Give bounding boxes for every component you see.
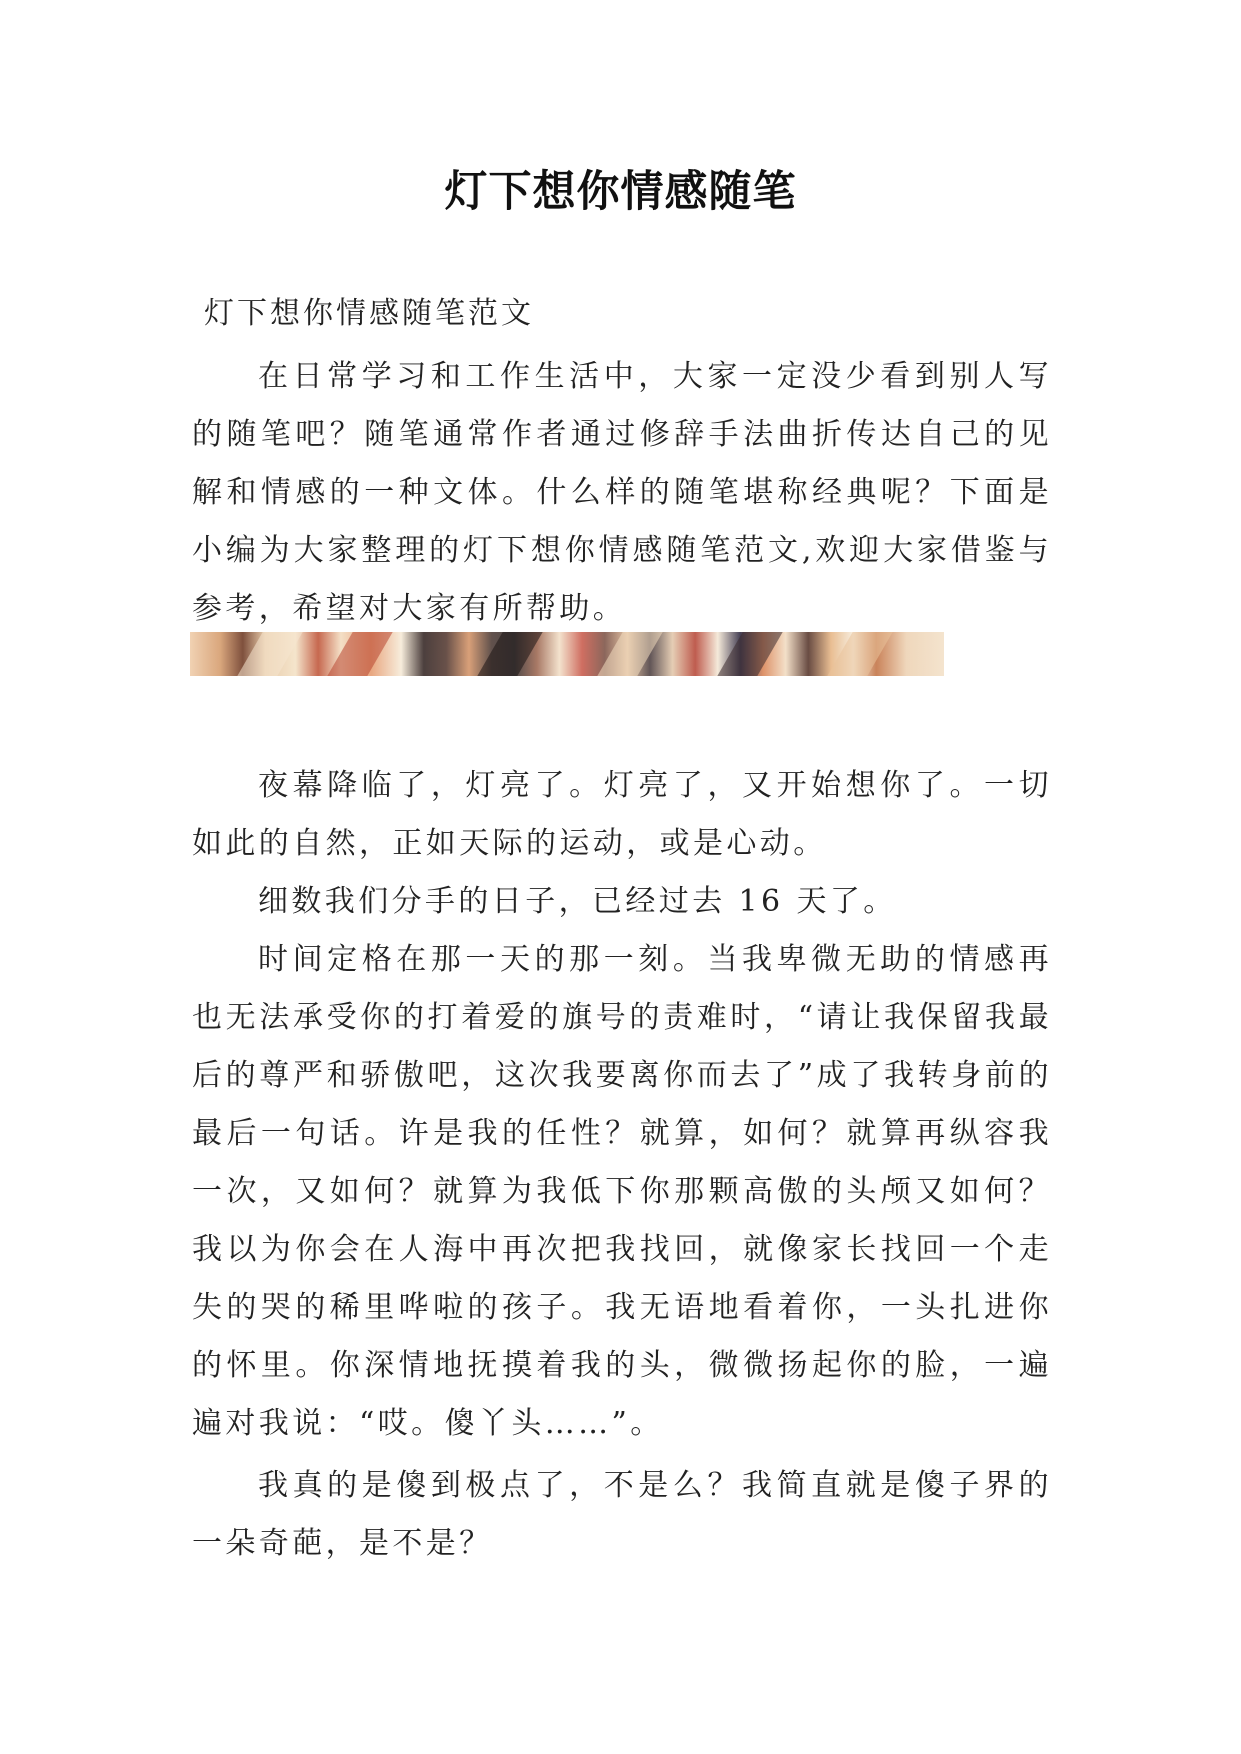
document-title: 灯下想你情感随笔 [444,167,797,217]
intro-paragraph: 在日常学习和工作生活中，大家一定没少看到别人写的随笔吧？随笔通常作者通过修辞手法曲折传达自己的见解和情感的一种文体。什么样的随笔堪称经典呢？下面是小编为大家整理的灯下想你情感随笔范文,欢迎大家借鉴与参考，希望对大家有所帮助。 [192,359,1052,626]
decorative-banner-image [190,632,944,676]
paragraph-4: 我真的是傻到极点了，不是么？我简直就是傻子界的一朵奇葩，是不是？ [192,1468,1052,1561]
paragraph-3: 时间定格在那一天的那一刻。当我卑微无助的情感再也无法承受你的打着爱的旗号的责难时，“请让我保留我最后的尊严和骄傲吧，这次我要离你而去了”成了我转身前的最后一句话。许是我的任性？就算，如何？就算再纵容我一次，又如何？就算为我低下你那颗高傲的头颅又如何？我以为你会在人海中再次把我找回，就像家长找回一个走失的哭的稀里哗啦的孩子。我无语地看着你，一头扎进你的怀里。你深情地抚摸着我的头，微微扬起你的脸，一遍遍对我说：“哎。傻丫头……”。 [192,942,1052,1441]
paragraph-2: 细数我们分手的日子，已经过去 16 天了。 [258,884,897,919]
document-subtitle: 灯下想你情感随笔范文 [204,296,534,331]
paragraph-1: 夜幕降临了，灯亮了。灯亮了，又开始想你了。一切如此的自然，正如天际的运动，或是心动。 [192,768,1052,861]
